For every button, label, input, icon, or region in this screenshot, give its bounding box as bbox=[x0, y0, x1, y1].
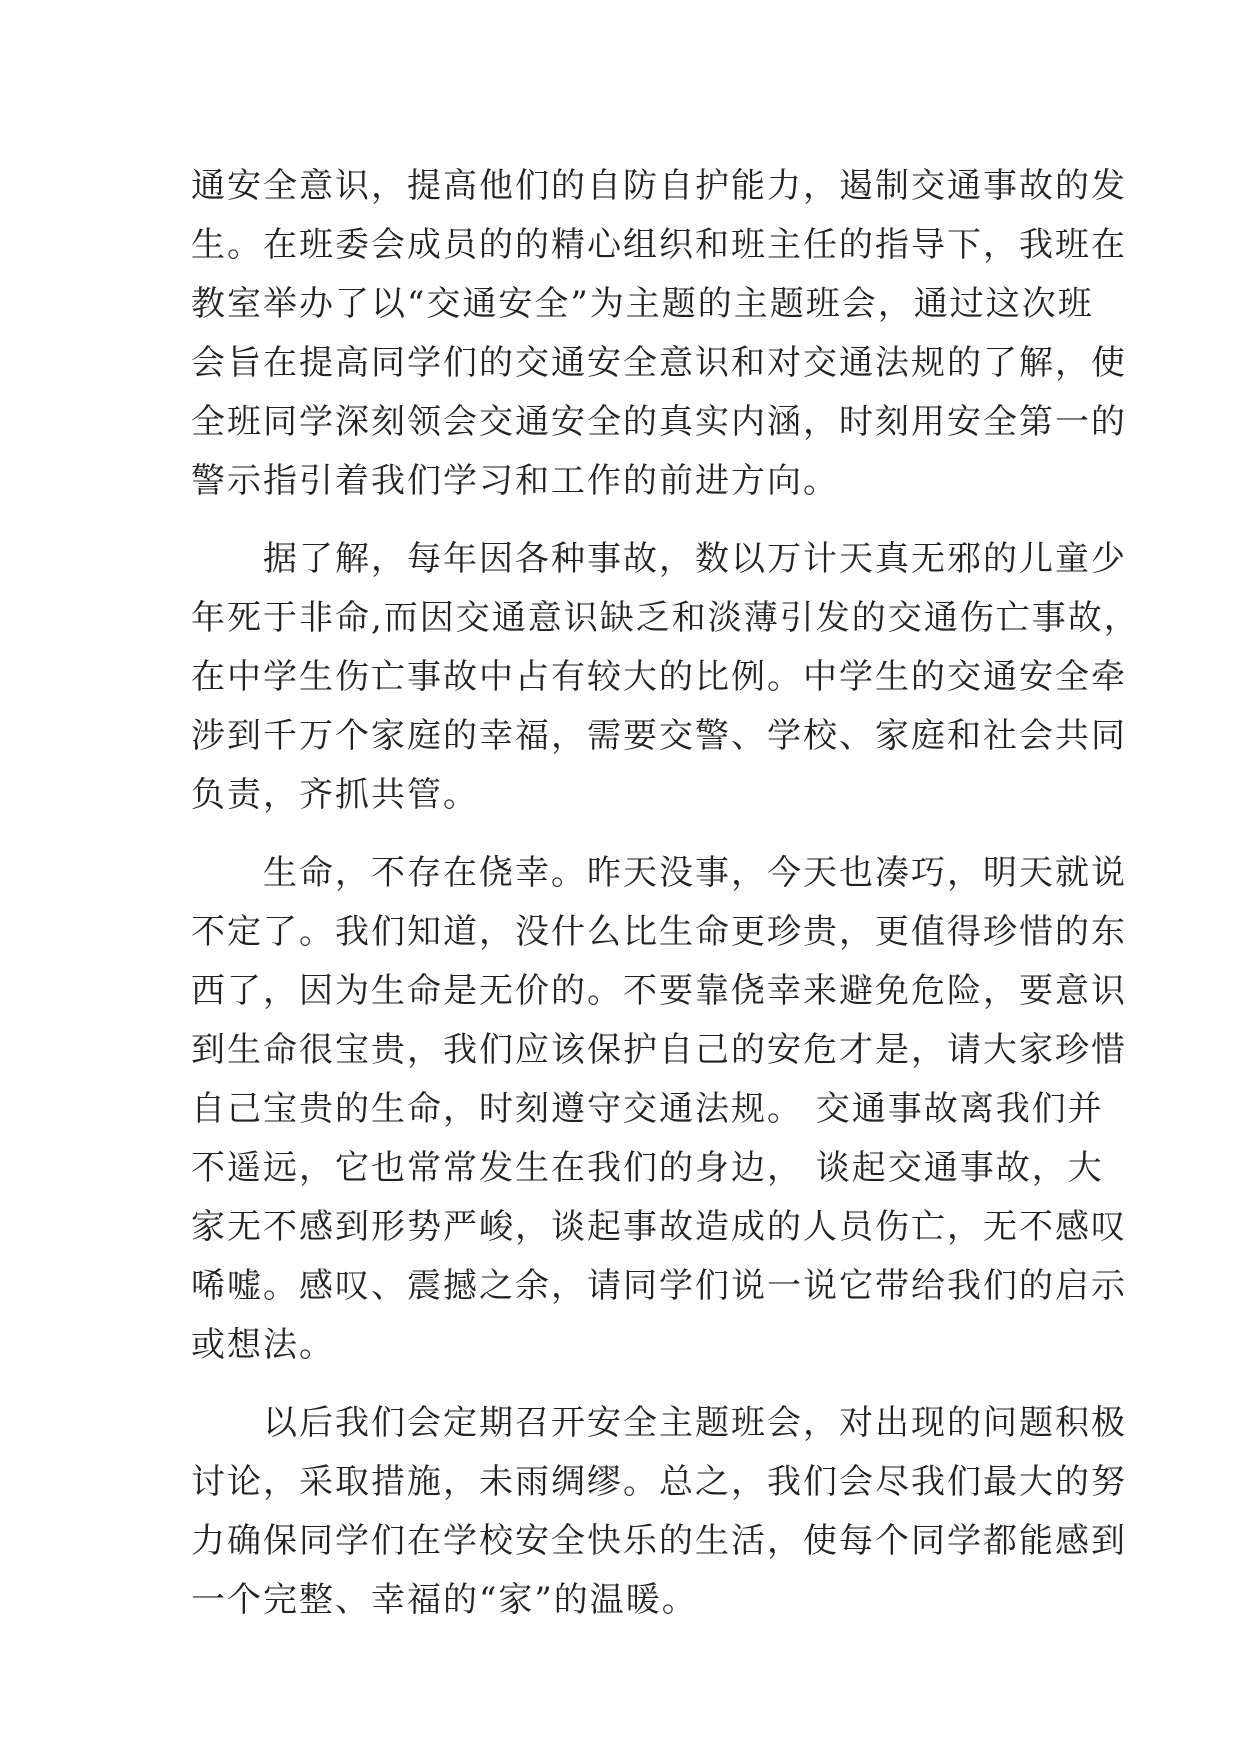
document-body bbox=[191, 157, 1140, 1630]
paragraph-4 bbox=[191, 1394, 1127, 1630]
text-line: 年死于非命,而因交通意识缺乏和淡薄引发的交通伤亡事故， bbox=[191, 598, 1140, 638]
text-line: 家无不感到形势严峻，谈起事故造成的人员伤亡，无不感叹 bbox=[191, 1207, 1127, 1247]
text-line: 讨论，采取措施，未雨绸缪。总之，我们会尽我们最大的努 bbox=[191, 1462, 1127, 1502]
text-line: 警示指引着我们学习和工作的前进方向。 bbox=[191, 461, 839, 501]
text-line: 不遥远，它也常常发生在我们的身边， 谈起交通事故，大 bbox=[191, 1148, 1104, 1188]
text-line: 涉到千万个家庭的幸福，需要交警、学校、家庭和社会共同 bbox=[191, 716, 1127, 756]
text-line: 生命，不存在侥幸。昨天没事，今天也凑巧，明天就说 bbox=[191, 853, 1127, 893]
text-line: 生。在班委会成员的的精心组织和班主任的指导下，我班在 bbox=[191, 225, 1127, 265]
text-line: 教室举办了以“交通安全”为主题的主题班会，通过这次班 bbox=[191, 284, 1094, 324]
text-line: 一个完整、幸福的“家”的温暖。 bbox=[191, 1580, 698, 1620]
text-line: 到生命很宝贵，我们应该保护自己的安危才是，请大家珍惜 bbox=[191, 1030, 1127, 1070]
text-line: 力确保同学们在学校安全快乐的生活，使每个同学都能感到 bbox=[191, 1521, 1127, 1561]
text-line: 通安全意识，提高他们的自防自护能力，遏制交通事故的发 bbox=[191, 166, 1127, 206]
text-line: 据了解，每年因各种事故，数以万计天真无邪的儿童少 bbox=[191, 539, 1127, 579]
text-line: 自己宝贵的生命，时刻遵守交通法规。 交通事故离我们并 bbox=[191, 1089, 1104, 1129]
text-line: 以后我们会定期召开安全主题班会，对出现的问题积极 bbox=[191, 1403, 1127, 1443]
paragraph-3 bbox=[191, 844, 1127, 1375]
text-line: 负责，齐抓共管。 bbox=[191, 775, 479, 815]
text-line: 西了，因为生命是无价的。不要靠侥幸来避免危险，要意识 bbox=[191, 971, 1127, 1011]
text-line: 会旨在提高同学们的交通安全意识和对交通法规的了解，使 bbox=[191, 343, 1127, 383]
text-line: 或想法。 bbox=[191, 1325, 335, 1365]
paragraph-2 bbox=[191, 530, 1140, 825]
text-line: 在中学生伤亡事故中占有较大的比例。中学生的交通安全牵 bbox=[191, 657, 1127, 697]
text-line: 唏嘘。感叹、震撼之余，请同学们说一说它带给我们的启示 bbox=[191, 1266, 1127, 1306]
text-line: 全班同学深刻领会交通安全的真实内涵，时刻用安全第一的 bbox=[191, 402, 1127, 442]
text-line: 不定了。我们知道，没什么比生命更珍贵，更值得珍惜的东 bbox=[191, 912, 1127, 952]
paragraph-spacer bbox=[191, 511, 1051, 530]
paragraph-spacer bbox=[191, 1375, 1051, 1394]
paragraph-spacer bbox=[191, 825, 1051, 844]
paragraph-1 bbox=[191, 157, 1127, 511]
